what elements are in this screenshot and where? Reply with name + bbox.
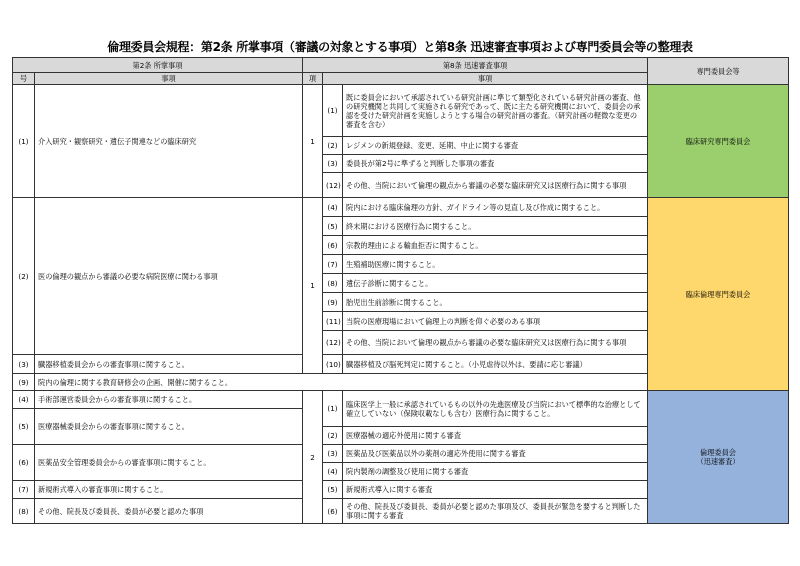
art8-num: (2) xyxy=(323,137,343,155)
art8-item: レジメンの新規登録、変更、延期、中止に関する審査 xyxy=(343,137,648,155)
art2-num: (3) xyxy=(13,355,35,374)
art8-clause: 1 xyxy=(303,198,323,374)
header-item2: 事項 xyxy=(323,73,648,85)
art8-num: (4) xyxy=(323,198,343,217)
art2-item: 介入研究・観察研究・遺伝子関連などの臨床研究 xyxy=(35,85,303,198)
art8-num: (4) xyxy=(323,463,343,481)
art8-num: (10) xyxy=(323,355,343,374)
art8-item: 医療器械の適応外使用に関する審査 xyxy=(343,427,648,445)
header-num: 号 xyxy=(13,73,35,85)
art8-item: その他、当院において倫理の観点から審議の必要な臨床研究又は医療行為に関する事項 xyxy=(343,173,648,198)
art2-item: 医療器械委員会からの審査事項に関すること。 xyxy=(35,409,303,445)
art8-item: 臓器移植及び脳死判定に関すること。（小児虐待以外は、要請に応じ審議） xyxy=(343,355,648,374)
art8-num: (12) xyxy=(323,173,343,198)
art8-num: (7) xyxy=(323,255,343,274)
header-committee: 専門委員会等 xyxy=(648,58,789,85)
art8-item: 既に委員会において承認されている研究計画に準じて類型化されている研究計画の審査、他の研究機関と共同して実施される研究であって、既に主たる研究機関において、委員会の承認を受けた研究計画を実施しようとする場合の研究計画の審査。（研究計画の軽微な変更の審査を含む） xyxy=(343,85,648,137)
header-article2: 第2条 所掌事項 xyxy=(13,58,303,73)
art2-num: (1) xyxy=(13,85,35,198)
art8-item: 院内製剤の調整及び使用に関する審査 xyxy=(343,463,648,481)
committee-ethics-expedited xyxy=(648,391,789,524)
art8-item: 終末期における医療行為に関すること。 xyxy=(343,217,648,236)
art8-num: (1) xyxy=(323,85,343,137)
art8-clause: 1 xyxy=(303,85,323,198)
art8-item: 遺伝子診断に関すること。 xyxy=(343,274,648,293)
art8-item: 宗教的理由による輸血拒否に関すること。 xyxy=(343,236,648,255)
art2-item: 新規術式導入の審査事項に関すること。 xyxy=(35,481,303,499)
header-clause: 項 xyxy=(303,73,323,85)
art8-num: (8) xyxy=(323,274,343,293)
art8-num: (9) xyxy=(323,293,343,312)
art8-num: (6) xyxy=(323,236,343,255)
art2-num: (4) xyxy=(13,391,35,409)
art8-num: (3) xyxy=(323,445,343,463)
committee-clinical-ethics: 臨床倫理専門委員会 xyxy=(648,198,789,391)
summary-table xyxy=(12,57,789,524)
art8-item: その他、当院において倫理の観点から審議の必要な臨床研究又は医療行為に関する事項 xyxy=(343,331,648,355)
art8-num: (5) xyxy=(323,481,343,499)
art8-item: 生殖補助医療に関すること。 xyxy=(343,255,648,274)
art8-item: 臨床医学上一般に承認されているもの以外の先進医療及び当院において標準的な治療として確立していない（保険収載なしも含む）医療行為に関すること。 xyxy=(343,391,648,427)
art2-item: 医の倫理の観点から審議の必要な病院医療に関わる事項 xyxy=(35,198,303,355)
page-title: 倫理委員会規程：第2条 所掌事項（審議の対象とする事項）と第8条 迅速審査事項および専門委員会等の整理表 xyxy=(107,40,693,54)
art8-num: (1) xyxy=(323,391,343,427)
art8-item: 新規術式導入に関する審査 xyxy=(343,481,648,499)
art2-item: 医薬品安全管理委員会からの審査事項に関すること。 xyxy=(35,445,303,481)
committee-ethics-line1: 倫理委員会 xyxy=(700,448,736,457)
art8-num: (3) xyxy=(323,155,343,173)
art8-item: 当院の医療現場において倫理上の判断を仰ぐ必要のある事項 xyxy=(343,312,648,331)
art2-num: (9) xyxy=(13,374,35,391)
art8-num: (12) xyxy=(323,331,343,355)
committee-ethics-line2: （迅速審査） xyxy=(696,457,740,466)
art2-num: (6) xyxy=(13,445,35,481)
art8-num: (5) xyxy=(323,217,343,236)
art2-item: 院内の倫理に関する教育研修会の企画、開催に関すること。 xyxy=(35,374,648,391)
art8-num: (6) xyxy=(323,499,343,524)
art8-num: (11) xyxy=(323,312,343,331)
committee-clinical-research: 臨床研究専門委員会 xyxy=(648,85,789,198)
art8-item: その他、院長及び委員長、委員が必要と認めた事項及び、委員長が緊急を要すると判断した事項に関する審査 xyxy=(343,499,648,524)
art8-item: 院内における臨床倫理の方針、ガイドライン等の見直し及び作成に関すること。 xyxy=(343,198,648,217)
art8-item: 委員長が第2号に準ずると判断した事項の審査 xyxy=(343,155,648,173)
header-article8: 第8条 迅速審査事項 xyxy=(303,58,648,73)
art2-item: その他、院長及び委員長、委員が必要と認めた事項 xyxy=(35,499,303,524)
art2-item: 臓器移植委員会からの審査事項に関すること。 xyxy=(35,355,303,374)
art2-num: (5) xyxy=(13,409,35,445)
art8-item: 胎児出生前診断に関すること。 xyxy=(343,293,648,312)
art2-item: 手術部運営委員会からの審査事項に関すること。 xyxy=(35,391,303,409)
art8-num: (2) xyxy=(323,427,343,445)
art8-item: 医薬品及び医薬品以外の薬剤の適応外使用に関する審査 xyxy=(343,445,648,463)
header-item: 事項 xyxy=(35,73,303,85)
art2-num: (2) xyxy=(13,198,35,355)
art2-num: (8) xyxy=(13,499,35,524)
art8-clause: 2 xyxy=(303,391,323,524)
art2-num: (7) xyxy=(13,481,35,499)
